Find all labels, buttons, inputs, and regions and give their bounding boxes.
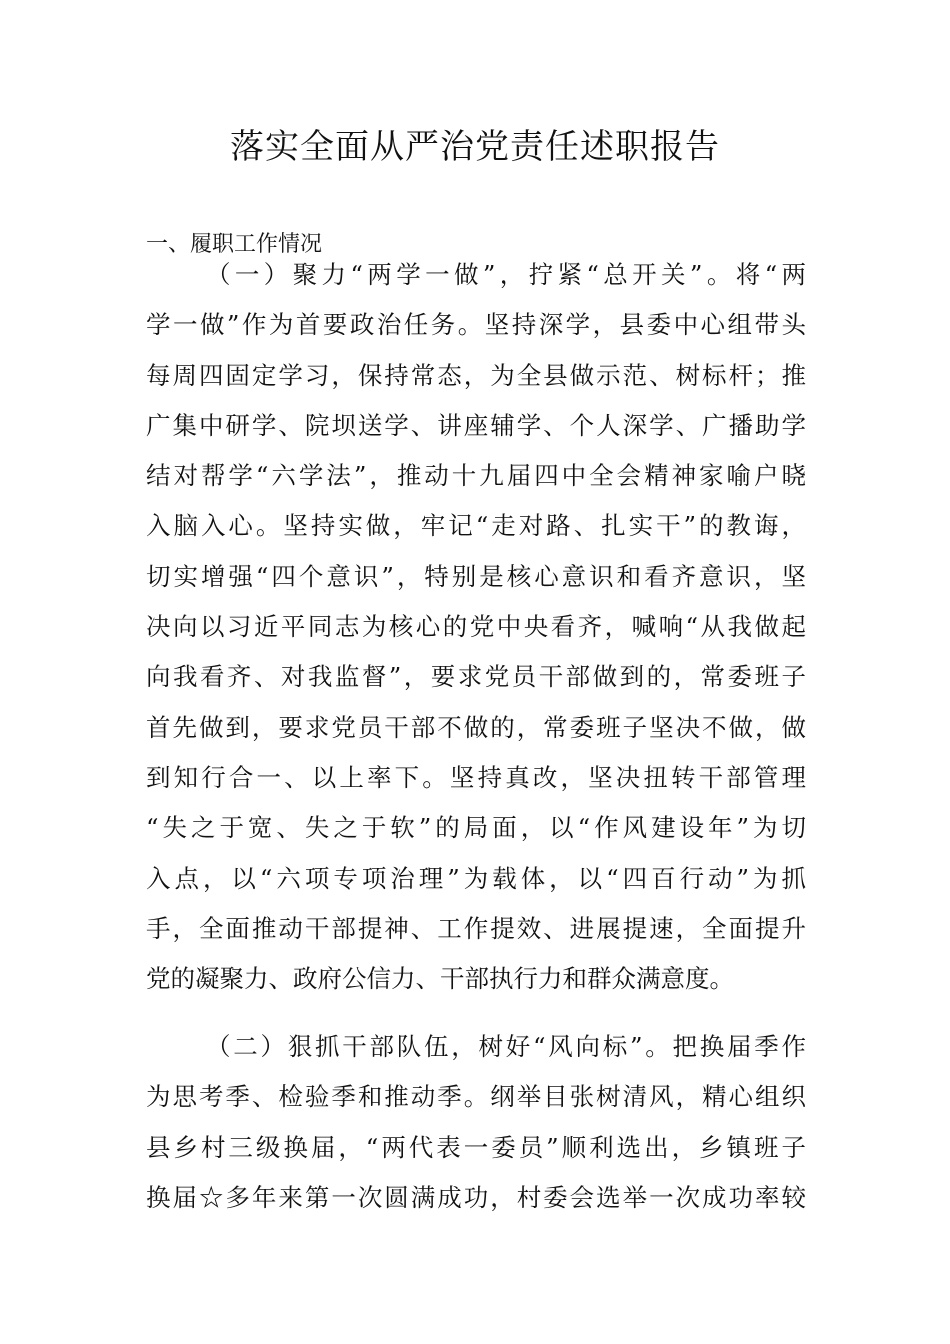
text-line: 决向以习近平同志为核心的党中央看齐，喊响“从我做起: [146, 612, 806, 642]
paragraph-2: [146, 1022, 806, 1223]
section-heading: 一、履职工作情况: [146, 232, 323, 257]
text-line: 党的凝聚力、政府公信力、干部执行力和群众满意度。: [146, 964, 734, 994]
text-line: “失之于宽、失之于软”的局面，以“作风建设年”为切: [146, 813, 806, 843]
text-line: 结对帮学“六学法”，推动十九届四中全会精神家喻户晓: [146, 461, 806, 491]
paragraph-1: [146, 250, 806, 1004]
text-line: 广集中研学、院坝送学、讲座辅学、个人深学、广播助学: [146, 410, 806, 440]
text-line: 县乡村三级换届，“两代表一委员”顺利选出，乡镇班子: [146, 1132, 806, 1162]
text-line: 为思考季、检验季和推动季。纲举目张树清风，精心组织: [146, 1082, 806, 1112]
text-line: （二）狠抓干部队伍，树好“风向标”。把换届季作: [206, 1032, 806, 1061]
text-line: 学一做”作为首要政治任务。坚持深学，县委中心组带头: [146, 310, 806, 340]
text-line: 换届☆多年来第一次圆满成功，村委会选举一次成功率较: [146, 1182, 806, 1212]
text-line: 手，全面推动干部提神、工作提效、进展提速，全面提升: [146, 913, 806, 943]
text-line: （一）聚力“两学一做”，拧紧“总开关”。将“两: [206, 260, 806, 289]
text-line: 首先做到，要求党员干部不做的，常委班子坚决不做，做: [146, 712, 806, 742]
text-line: 向我看齐、对我监督”，要求党员干部做到的，常委班子: [146, 662, 806, 692]
text-line: 入脑入心。坚持实做，牢记“走对路、扎实干”的教诲，: [146, 511, 806, 541]
document-title: 落实全面从严治党责任述职报告: [230, 127, 720, 167]
text-line: 每周四固定学习，保持常态，为全县做示范、树标杆；推: [146, 360, 806, 390]
text-line: 入点，以“六项专项治理”为载体，以“四百行动”为抓: [146, 863, 806, 893]
text-line: 到知行合一、以上率下。坚持真改，坚决扭转干部管理: [146, 762, 806, 792]
text-line: 切实增强“四个意识”，特别是核心意识和看齐意识，坚: [146, 561, 806, 591]
